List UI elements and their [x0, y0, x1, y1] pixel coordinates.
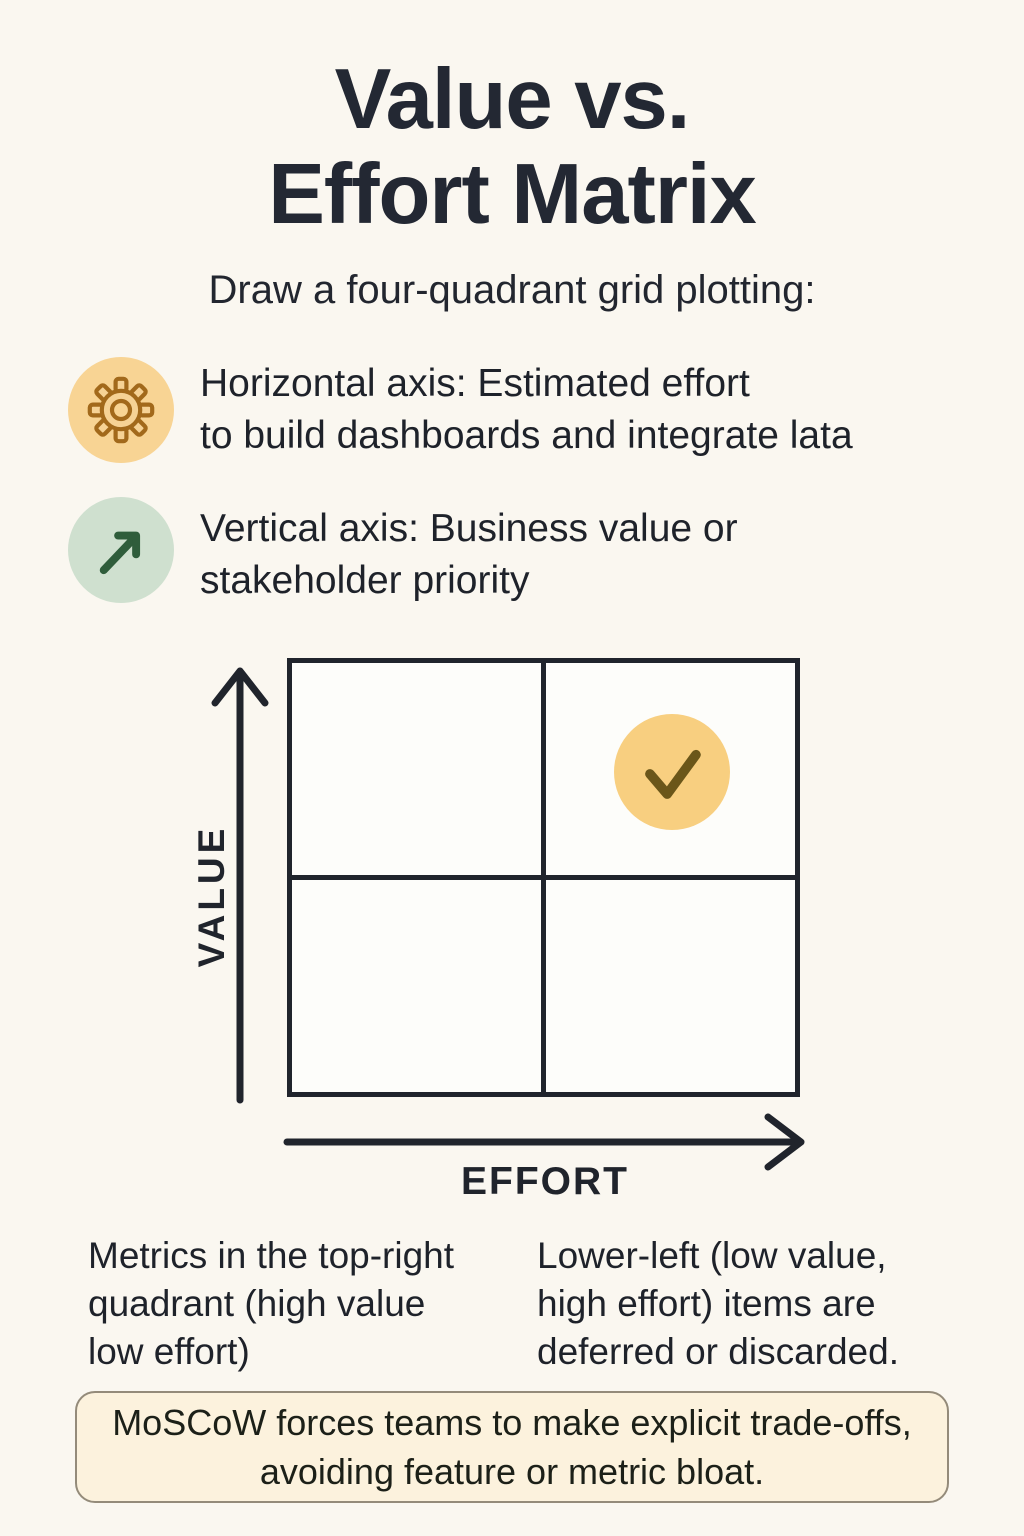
- y-axis-label: VALUE: [191, 824, 232, 968]
- bullet-horizontal-axis-text: [200, 357, 853, 462]
- bullet-line: to build dashboards and integrate lata: [200, 414, 853, 457]
- bullet-line: stakeholder priority: [200, 559, 530, 602]
- bullet-horizontal-axis: [68, 357, 853, 463]
- page-title-line1: Value vs.: [334, 52, 690, 147]
- banner-line: avoiding feature or metric bloat.: [259, 1451, 765, 1492]
- note-lower-left-quadrant: [537, 1232, 957, 1376]
- note-line: Metrics in the top-right: [88, 1235, 455, 1276]
- x-axis-label: EFFORT: [461, 1160, 629, 1203]
- note-line: low effort): [88, 1331, 250, 1372]
- quadrant-top-left: [292, 663, 544, 878]
- note-top-right-quadrant: [88, 1232, 518, 1376]
- bullet-vertical-axis: [68, 497, 738, 607]
- x-axis-arrowhead: [768, 1117, 801, 1167]
- quadrant-bottom-right: [544, 878, 796, 1093]
- note-line: Lower-left (low value,: [537, 1235, 887, 1276]
- arrow-up-right-icon: [68, 497, 174, 603]
- page-title-line2: Effort Matrix: [268, 147, 756, 242]
- note-line: deferred or discarded.: [537, 1331, 899, 1372]
- note-line: high effort) items are: [537, 1283, 876, 1324]
- note-line: quadrant (high value: [88, 1283, 426, 1324]
- subtitle: Draw a four-quadrant grid plotting:: [208, 268, 816, 312]
- bullet-line: Horizontal axis: Estimated effort: [200, 362, 750, 405]
- bullet-vertical-axis-text: [200, 497, 738, 607]
- y-axis-arrowhead: [215, 671, 265, 703]
- quadrant-grid: [287, 658, 800, 1097]
- grid-horizontal-divider: [292, 875, 795, 880]
- bullet-line: Vertical axis: Business value or: [200, 507, 738, 550]
- quadrant-bottom-left: [292, 878, 544, 1093]
- banner-line: MoSCoW forces teams to make explicit trade-offs,: [112, 1402, 912, 1443]
- moscow-banner: [75, 1391, 949, 1503]
- check-icon: [624, 724, 720, 820]
- page-title: [0, 52, 1024, 242]
- gear-icon: [68, 357, 174, 463]
- check-badge: [614, 714, 730, 830]
